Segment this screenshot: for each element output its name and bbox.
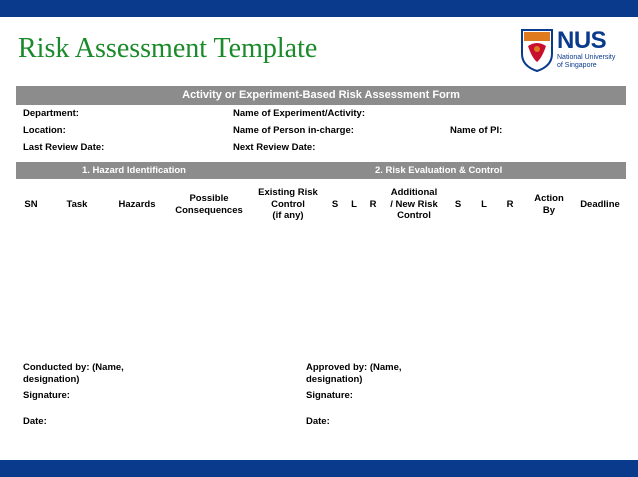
nus-logo bbox=[520, 28, 620, 74]
page-title: Risk Assessment Template bbox=[18, 33, 318, 64]
col-possible-consequences bbox=[168, 193, 250, 216]
col-consequences-line2: Consequences bbox=[175, 204, 243, 216]
col-sn: SN bbox=[24, 199, 38, 210]
col-additional-risk-control bbox=[380, 187, 448, 222]
approved-by-line1: Approved by: (Name, bbox=[306, 362, 402, 373]
logo-wordmark: NUS bbox=[557, 27, 607, 54]
col-action-by bbox=[528, 193, 570, 216]
col-action-line2: By bbox=[542, 204, 556, 216]
conducted-by-line1: Conducted by: (Name, bbox=[23, 362, 124, 373]
col-additional-line1: Additional bbox=[390, 187, 438, 198]
signature-left-label: Signature: bbox=[23, 390, 70, 401]
col-consequences-line1: Possible bbox=[189, 193, 229, 204]
col-r-residual: R bbox=[506, 199, 514, 210]
col-s-residual: S bbox=[454, 199, 462, 210]
approved-by-label bbox=[306, 362, 402, 386]
top-banner-bar bbox=[0, 0, 638, 17]
pi-name-label: Name of PI: bbox=[450, 125, 503, 136]
col-existing-line2: Control bbox=[271, 198, 305, 210]
col-action-line1: Action bbox=[534, 193, 564, 204]
col-deadline: Deadline bbox=[580, 199, 620, 210]
col-hazards: Hazards bbox=[118, 199, 156, 210]
col-additional-line2: / New Risk bbox=[390, 198, 438, 210]
section-header-bar bbox=[16, 162, 626, 179]
last-review-date-label: Last Review Date: bbox=[23, 142, 105, 153]
bottom-banner-bar bbox=[0, 460, 638, 477]
signature-right-label: Signature: bbox=[306, 390, 353, 401]
department-label: Department: bbox=[23, 108, 79, 119]
col-existing-line3: (if any) bbox=[272, 210, 304, 221]
col-l-initial: L bbox=[351, 199, 357, 210]
conducted-by-line2: designation) bbox=[23, 374, 80, 385]
section-risk-evaluation: 2. Risk Evaluation & Control bbox=[375, 165, 503, 176]
experiment-name-label: Name of Experiment/Activity: bbox=[233, 108, 365, 119]
col-existing-line1: Existing Risk bbox=[258, 187, 318, 198]
col-s-initial: S bbox=[331, 199, 339, 210]
approved-by-line2: designation) bbox=[306, 374, 363, 385]
location-label: Location: bbox=[23, 125, 66, 136]
col-existing-risk-control bbox=[250, 187, 326, 222]
form-header: Activity or Experiment-Based Risk Assessment Form bbox=[16, 86, 626, 105]
date-left-label: Date: bbox=[23, 416, 47, 427]
col-r-initial: R bbox=[369, 199, 377, 210]
nus-crest-icon bbox=[520, 28, 554, 72]
logo-subtitle-line2: of Singapore bbox=[557, 62, 597, 69]
next-review-date-label: Next Review Date: bbox=[233, 142, 316, 153]
col-l-residual: L bbox=[481, 199, 487, 210]
logo-subtitle bbox=[557, 54, 615, 70]
section-hazard-identification: 1. Hazard Identification bbox=[82, 165, 186, 176]
conducted-by-label bbox=[23, 362, 124, 386]
col-additional-line3: Control bbox=[397, 210, 431, 221]
date-right-label: Date: bbox=[306, 416, 330, 427]
logo-subtitle-line1: National University bbox=[557, 54, 616, 61]
person-in-charge-label: Name of Person in-charge: bbox=[233, 125, 354, 136]
col-task: Task bbox=[66, 199, 88, 210]
